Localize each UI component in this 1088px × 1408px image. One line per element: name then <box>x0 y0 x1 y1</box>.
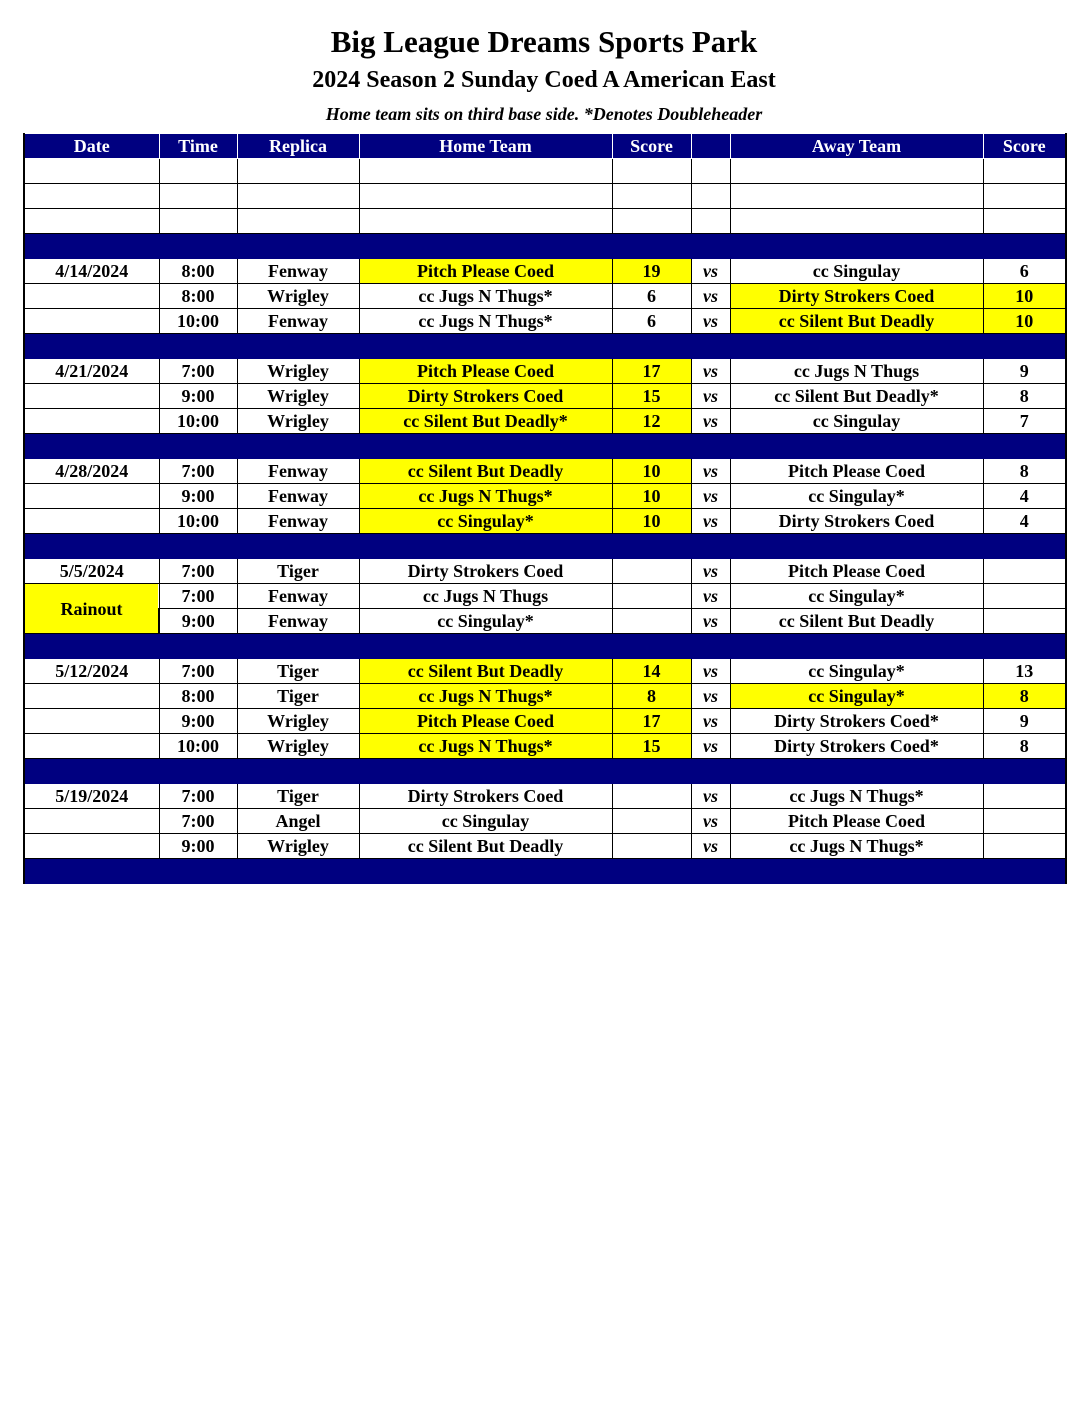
separator-cell <box>359 534 612 559</box>
game-time: 8:00 <box>159 284 237 309</box>
separator-cell <box>359 334 612 359</box>
separator-cell <box>612 859 691 884</box>
away-score: 9 <box>983 709 1066 734</box>
col-header-away-team: Away Team <box>730 134 983 159</box>
game-row <box>24 784 1066 809</box>
vs-label: vs <box>691 509 730 534</box>
home-team: Pitch Please Coed <box>359 359 612 384</box>
empty-cell <box>691 159 730 184</box>
empty-cell <box>24 159 159 184</box>
away-score: 9 <box>983 359 1066 384</box>
vs-label: vs <box>691 659 730 684</box>
game-date: 4/21/2024 <box>24 359 159 384</box>
game-replica: Angel <box>237 809 359 834</box>
game-replica: Wrigley <box>237 284 359 309</box>
vs-label: vs <box>691 459 730 484</box>
game-date-empty <box>24 409 159 434</box>
game-row <box>24 509 1066 534</box>
game-time: 7:00 <box>159 584 237 609</box>
game-time: 10:00 <box>159 309 237 334</box>
game-replica: Fenway <box>237 584 359 609</box>
vs-label: vs <box>691 584 730 609</box>
game-replica: Tiger <box>237 784 359 809</box>
empty-cell <box>983 159 1066 184</box>
away-team: Dirty Strokers Coed <box>730 509 983 534</box>
game-time: 7:00 <box>159 359 237 384</box>
home-score: 6 <box>612 309 691 334</box>
home-score <box>612 784 691 809</box>
empty-cell <box>730 209 983 234</box>
empty-cell <box>237 184 359 209</box>
game-date-empty <box>24 734 159 759</box>
separator-cell <box>237 334 359 359</box>
away-score: 4 <box>983 509 1066 534</box>
home-team: Dirty Strokers Coed <box>359 784 612 809</box>
empty-cell <box>983 209 1066 234</box>
game-time: 9:00 <box>159 834 237 859</box>
game-time: 8:00 <box>159 684 237 709</box>
separator-cell <box>159 759 237 784</box>
separator-cell <box>612 634 691 659</box>
week-separator <box>24 434 1066 459</box>
empty-cell <box>159 184 237 209</box>
away-score <box>983 584 1066 609</box>
game-row <box>24 309 1066 334</box>
separator-cell <box>730 234 983 259</box>
empty-cell <box>359 209 612 234</box>
game-time: 9:00 <box>159 609 237 634</box>
separator-cell <box>691 334 730 359</box>
vs-label: vs <box>691 484 730 509</box>
week-separator <box>24 334 1066 359</box>
col-header-away-score: Score <box>983 134 1066 159</box>
game-row <box>24 359 1066 384</box>
game-row <box>24 809 1066 834</box>
game-time: 10:00 <box>159 409 237 434</box>
game-replica: Wrigley <box>237 384 359 409</box>
separator-cell <box>237 859 359 884</box>
away-team: cc Singulay* <box>730 484 983 509</box>
game-row <box>24 459 1066 484</box>
empty-cell <box>24 184 159 209</box>
game-row <box>24 734 1066 759</box>
home-team: cc Jugs N Thugs* <box>359 684 612 709</box>
game-time: 9:00 <box>159 709 237 734</box>
separator-cell <box>983 434 1066 459</box>
home-team: cc Singulay <box>359 809 612 834</box>
game-row <box>24 484 1066 509</box>
empty-cell <box>612 159 691 184</box>
game-time: 7:00 <box>159 459 237 484</box>
vs-label: vs <box>691 834 730 859</box>
away-score: 7 <box>983 409 1066 434</box>
home-score <box>612 559 691 584</box>
game-time: 9:00 <box>159 484 237 509</box>
separator-cell <box>24 859 159 884</box>
away-score: 10 <box>983 309 1066 334</box>
page-note: Home team sits on third base side. *Denotes Doubleheader <box>325 104 763 124</box>
separator-cell <box>159 434 237 459</box>
separator-cell <box>983 859 1066 884</box>
game-replica: Fenway <box>237 509 359 534</box>
home-team: cc Singulay* <box>359 609 612 634</box>
home-team: Dirty Strokers Coed <box>359 559 612 584</box>
away-team: cc Singulay <box>730 409 983 434</box>
empty-cell <box>691 209 730 234</box>
game-row <box>24 409 1066 434</box>
separator-cell <box>691 859 730 884</box>
empty-cell <box>237 159 359 184</box>
separator-cell <box>237 634 359 659</box>
away-team: cc Silent But Deadly <box>730 609 983 634</box>
vs-label: vs <box>691 284 730 309</box>
home-score: 15 <box>612 734 691 759</box>
away-team: Pitch Please Coed <box>730 459 983 484</box>
empty-cell <box>983 184 1066 209</box>
away-team: cc Silent But Deadly* <box>730 384 983 409</box>
separator-cell <box>730 634 983 659</box>
week-separator <box>24 634 1066 659</box>
vs-label: vs <box>691 709 730 734</box>
game-date: 5/5/2024 <box>24 559 159 584</box>
game-row <box>24 834 1066 859</box>
separator-cell <box>730 434 983 459</box>
home-team: cc Jugs N Thugs <box>359 584 612 609</box>
away-team: Pitch Please Coed <box>730 559 983 584</box>
header-row <box>24 134 1066 159</box>
separator-cell <box>359 634 612 659</box>
away-score <box>983 784 1066 809</box>
vs-label: vs <box>691 734 730 759</box>
away-score <box>983 609 1066 634</box>
separator-cell <box>237 759 359 784</box>
home-team: cc Jugs N Thugs* <box>359 734 612 759</box>
vs-label: vs <box>691 684 730 709</box>
page-subtitle: 2024 Season 2 Sunday Coed A American East <box>312 67 776 93</box>
game-date-empty <box>24 834 159 859</box>
separator-cell <box>359 859 612 884</box>
empty-cell <box>159 159 237 184</box>
separator-cell <box>612 334 691 359</box>
game-row <box>24 284 1066 309</box>
home-team: cc Silent But Deadly <box>359 459 612 484</box>
vs-label: vs <box>691 559 730 584</box>
away-team: Dirty Strokers Coed <box>730 284 983 309</box>
separator-cell <box>612 534 691 559</box>
empty-cell <box>359 184 612 209</box>
vs-label: vs <box>691 609 730 634</box>
vs-label: vs <box>691 809 730 834</box>
col-header-replica: Replica <box>237 134 359 159</box>
empty-cell <box>730 159 983 184</box>
game-replica: Wrigley <box>237 409 359 434</box>
separator-cell <box>730 859 983 884</box>
home-team: cc Silent But Deadly <box>359 659 612 684</box>
home-score <box>612 584 691 609</box>
separator-cell <box>983 759 1066 784</box>
game-replica: Fenway <box>237 259 359 284</box>
separator-cell <box>983 334 1066 359</box>
separator-cell <box>24 434 159 459</box>
week-separator <box>24 859 1066 884</box>
home-score: 17 <box>612 709 691 734</box>
away-team: cc Silent But Deadly <box>730 309 983 334</box>
home-score: 8 <box>612 684 691 709</box>
separator-cell <box>24 534 159 559</box>
separator-cell <box>983 634 1066 659</box>
game-date: 4/14/2024 <box>24 259 159 284</box>
separator-cell <box>359 434 612 459</box>
home-team: cc Jugs N Thugs* <box>359 284 612 309</box>
game-date: 4/28/2024 <box>24 459 159 484</box>
away-team: cc Singulay <box>730 259 983 284</box>
home-score: 10 <box>612 484 691 509</box>
away-team: cc Jugs N Thugs* <box>730 784 983 809</box>
separator-cell <box>159 859 237 884</box>
home-team: Dirty Strokers Coed <box>359 384 612 409</box>
home-team: cc Jugs N Thugs* <box>359 309 612 334</box>
game-date-empty <box>24 709 159 734</box>
away-team: cc Singulay* <box>730 659 983 684</box>
col-header-date: Date <box>24 134 159 159</box>
game-row <box>24 584 1066 609</box>
separator-cell <box>983 534 1066 559</box>
game-time: 7:00 <box>159 659 237 684</box>
week-separator <box>24 234 1066 259</box>
home-team: cc Jugs N Thugs* <box>359 484 612 509</box>
home-score: 14 <box>612 659 691 684</box>
game-replica: Fenway <box>237 309 359 334</box>
separator-cell <box>612 759 691 784</box>
vs-label: vs <box>691 784 730 809</box>
game-row <box>24 259 1066 284</box>
home-score: 17 <box>612 359 691 384</box>
vs-label: vs <box>691 384 730 409</box>
empty-cell <box>237 209 359 234</box>
game-date-empty <box>24 509 159 534</box>
game-replica: Wrigley <box>237 359 359 384</box>
home-score <box>612 809 691 834</box>
away-score: 8 <box>983 459 1066 484</box>
empty-cell <box>730 184 983 209</box>
away-team: cc Singulay* <box>730 584 983 609</box>
separator-cell <box>612 434 691 459</box>
game-date-empty <box>24 684 159 709</box>
game-replica: Wrigley <box>237 734 359 759</box>
away-score: 6 <box>983 259 1066 284</box>
week-separator <box>24 759 1066 784</box>
vs-label: vs <box>691 259 730 284</box>
separator-cell <box>24 759 159 784</box>
away-score: 13 <box>983 659 1066 684</box>
away-score: 8 <box>983 734 1066 759</box>
game-time: 7:00 <box>159 559 237 584</box>
away-team: Pitch Please Coed <box>730 809 983 834</box>
away-team: Dirty Strokers Coed* <box>730 734 983 759</box>
separator-cell <box>24 334 159 359</box>
home-score: 10 <box>612 459 691 484</box>
page-title: Big League Dreams Sports Park <box>330 24 758 59</box>
home-team: Pitch Please Coed <box>359 709 612 734</box>
home-score <box>612 834 691 859</box>
home-team: Pitch Please Coed <box>359 259 612 284</box>
separator-cell <box>159 334 237 359</box>
game-row <box>24 609 1066 634</box>
away-score: 8 <box>983 684 1066 709</box>
game-replica: Fenway <box>237 609 359 634</box>
home-score: 19 <box>612 259 691 284</box>
game-time: 7:00 <box>159 809 237 834</box>
game-row <box>24 659 1066 684</box>
empty-cell <box>612 184 691 209</box>
empty-row <box>24 159 1066 184</box>
separator-cell <box>983 234 1066 259</box>
separator-cell <box>359 234 612 259</box>
away-team: cc Singulay* <box>730 684 983 709</box>
home-team: cc Silent But Deadly <box>359 834 612 859</box>
game-time: 9:00 <box>159 384 237 409</box>
away-team: cc Jugs N Thugs <box>730 359 983 384</box>
home-team: cc Silent But Deadly* <box>359 409 612 434</box>
game-time: 8:00 <box>159 259 237 284</box>
separator-cell <box>730 334 983 359</box>
away-score <box>983 559 1066 584</box>
separator-cell <box>691 534 730 559</box>
game-replica: Wrigley <box>237 834 359 859</box>
game-date-empty <box>24 284 159 309</box>
game-date-empty <box>24 484 159 509</box>
schedule-body <box>24 159 1066 884</box>
game-replica: Tiger <box>237 684 359 709</box>
home-score: 6 <box>612 284 691 309</box>
away-score <box>983 834 1066 859</box>
empty-cell <box>24 209 159 234</box>
away-score: 10 <box>983 284 1066 309</box>
game-replica: Wrigley <box>237 709 359 734</box>
home-score: 15 <box>612 384 691 409</box>
away-score: 8 <box>983 384 1066 409</box>
col-header-home-score: Score <box>612 134 691 159</box>
away-score <box>983 809 1066 834</box>
game-row <box>24 384 1066 409</box>
schedule-table <box>23 133 1067 884</box>
separator-cell <box>159 534 237 559</box>
empty-cell <box>612 209 691 234</box>
game-replica: Tiger <box>237 559 359 584</box>
game-time: 10:00 <box>159 734 237 759</box>
away-score: 4 <box>983 484 1066 509</box>
empty-cell <box>359 159 612 184</box>
game-date: 5/12/2024 <box>24 659 159 684</box>
col-header-time: Time <box>159 134 237 159</box>
separator-cell <box>359 759 612 784</box>
col-header-vs <box>691 134 730 159</box>
game-replica: Tiger <box>237 659 359 684</box>
vs-label: vs <box>691 359 730 384</box>
home-score: 10 <box>612 509 691 534</box>
separator-cell <box>237 434 359 459</box>
separator-cell <box>159 634 237 659</box>
vs-label: vs <box>691 409 730 434</box>
separator-cell <box>237 234 359 259</box>
home-team: cc Singulay* <box>359 509 612 534</box>
separator-cell <box>159 234 237 259</box>
rainout-status: Rainout <box>24 584 159 634</box>
home-score <box>612 609 691 634</box>
separator-cell <box>730 759 983 784</box>
separator-cell <box>612 234 691 259</box>
game-date-empty <box>24 384 159 409</box>
game-time: 7:00 <box>159 784 237 809</box>
separator-cell <box>24 234 159 259</box>
away-team: cc Jugs N Thugs* <box>730 834 983 859</box>
away-team: Dirty Strokers Coed* <box>730 709 983 734</box>
separator-cell <box>691 634 730 659</box>
week-separator <box>24 534 1066 559</box>
game-replica: Fenway <box>237 484 359 509</box>
game-date: 5/19/2024 <box>24 784 159 809</box>
game-row <box>24 709 1066 734</box>
separator-cell <box>24 634 159 659</box>
separator-cell <box>691 434 730 459</box>
separator-cell <box>730 534 983 559</box>
game-row <box>24 684 1066 709</box>
game-replica: Fenway <box>237 459 359 484</box>
vs-label: vs <box>691 309 730 334</box>
empty-cell <box>159 209 237 234</box>
empty-cell <box>691 184 730 209</box>
separator-cell <box>237 534 359 559</box>
home-score: 12 <box>612 409 691 434</box>
game-time: 10:00 <box>159 509 237 534</box>
game-date-empty <box>24 809 159 834</box>
empty-row <box>24 184 1066 209</box>
separator-cell <box>691 234 730 259</box>
col-header-home-team: Home Team <box>359 134 612 159</box>
separator-cell <box>691 759 730 784</box>
game-row <box>24 559 1066 584</box>
game-date-empty <box>24 309 159 334</box>
empty-row <box>24 209 1066 234</box>
